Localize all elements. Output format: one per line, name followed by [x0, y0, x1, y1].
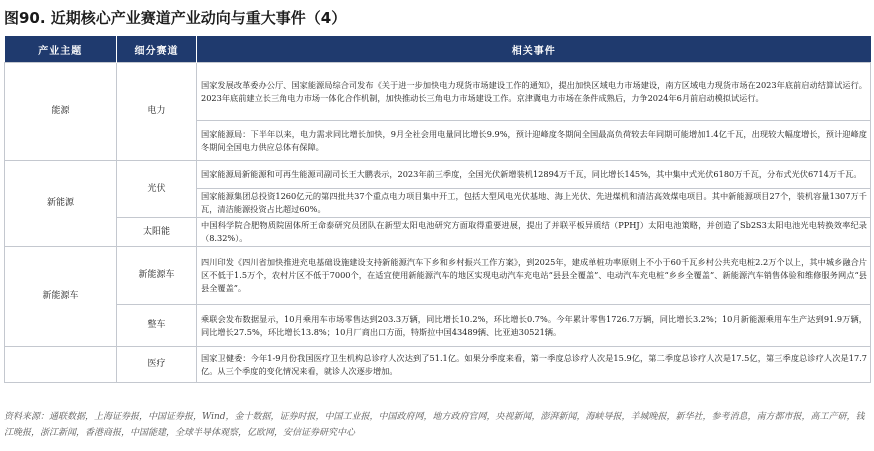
source-note: 资料来源：通联数据，上海证券报，中国证券报，Wind，金十数据，证券时报，中国工业报，中国政府网，地方政府官网，央视新闻，澎湃新闻，海峡导报，羊城晚报，新华社，参考消息，南方都市报，高工产研，钱江晚报，浙江新闻，香港商报，中国能建，全球半导体观察，亿欧网，安信证券研究中心 — [4, 412, 865, 438]
sub-cell: 整车 — [117, 305, 197, 347]
topic-cell: 新能源车 — [5, 247, 117, 347]
event-cell: 国家卫健委：今年1-9月份我国医疗卫生机构总诊疗人次达到了51.1亿。如果分季度来看，第一季度总诊疗人次是15.9亿，第二季度总诊疗人次是17.5亿，第三季度总诊疗人次是17.7亿。从三个季度的变化情况来看，就诊人次逐步增加。 — [197, 347, 871, 383]
event-cell: 国家能源局：下半年以来，电力需求同比增长加快，9月全社会用电量同比增长9.9%，预计迎峰度冬期间全国最高负荷较去年同期可能增加1.4亿千瓦，出现较大幅度增长，预计迎峰度冬期间全国电力供应总体有保障。 — [197, 121, 871, 161]
event-cell: 国家发展改革委办公厅、国家能源局综合司发布《关于进一步加快电力现货市场建设工作的通知》，提出加快区域电力市场建设，南方区域电力现货市场在2023年底前启动结算试运行。2023年底前建立长三角电力市场一体化合作机制，加快推动长三角电力市场建设工作。京津冀电力市场在条件成熟后，力争2024年6月前启动模拟试运行。 — [197, 63, 871, 121]
event-cell: 国家能源集团总投资1260亿元的第四批共37个重点电力项目集中开工，包括大型风电光伏基地、海上光伏、先进煤机和清洁高效煤电项目。其中新能源项目27个，装机容量1307万千瓦，清洁能源投资占比超过60%。 — [197, 189, 871, 218]
header-topic: 产业主题 — [5, 36, 117, 63]
sub-cell: 电力 — [117, 63, 197, 161]
table-row — [5, 247, 871, 305]
topic-cell: 新能源 — [5, 161, 117, 247]
table-row — [5, 63, 871, 121]
header-sub: 细分赛道 — [117, 36, 197, 63]
table-row — [5, 347, 871, 383]
sub-cell: 光伏 — [117, 161, 197, 218]
event-cell: 四川印发《四川省加快推进充电基础设施建设支持新能源汽车下乡和乡村振兴工作方案》，到2025年，建成单桩功率原则上不小于60千瓦乡村公共充电桩2.2万个以上，其中城乡融合片区不低于1.5万个，农村片区不低于7000个，在适宜使用新能源汽车的地区实现电动汽车充电站“县县全覆盖”、电动汽车充电桩“乡乡全覆盖”、新能源汽车销售体验和维修服务网点“县县全覆盖”。 — [197, 247, 871, 305]
header-events: 相关事件 — [197, 36, 871, 63]
sub-cell: 太阳能 — [117, 218, 197, 247]
events-table — [4, 36, 871, 383]
figure-title: 图90. 近期核心产业赛道产业动向与重大事件（4） — [4, 9, 347, 27]
topic-cell: 能源 — [5, 63, 117, 161]
event-cell: 乘联会发布数据显示，10月乘用车市场零售达到203.3万辆，同比增长10.2%，环比增长0.7%。今年累计零售1726.7万辆，同比增长3.2%；10月新能源乘用车生产达到91.9万辆，同比增长27.5%，环比增长13.8%；10月厂商出口方面，特斯拉中国43489辆、比亚迪30521辆。 — [197, 305, 871, 347]
event-cell: 国家能源局新能源和可再生能源司副司长王大鹏表示，2023年前三季度，全国光伏新增装机12894万千瓦，同比增长145%，其中集中式光伏6180万千瓦，分布式光伏6714万千瓦。 — [197, 161, 871, 189]
table-header-row — [5, 36, 871, 63]
sub-cell: 新能源车 — [117, 247, 197, 305]
table-row — [5, 218, 871, 247]
table-row — [5, 161, 871, 189]
topic-cell — [5, 347, 117, 383]
table-row — [5, 305, 871, 347]
event-cell: 中国科学院合肥物质院固体所王命泰研究员团队在新型太阳电池研究方面取得重要进展，提出了并联平板异质结（PPHJ）太阳电池策略，并创造了Sb2S3太阳电池光电转换效率纪录（8.32%）。 — [197, 218, 871, 247]
sub-cell: 医疗 — [117, 347, 197, 383]
